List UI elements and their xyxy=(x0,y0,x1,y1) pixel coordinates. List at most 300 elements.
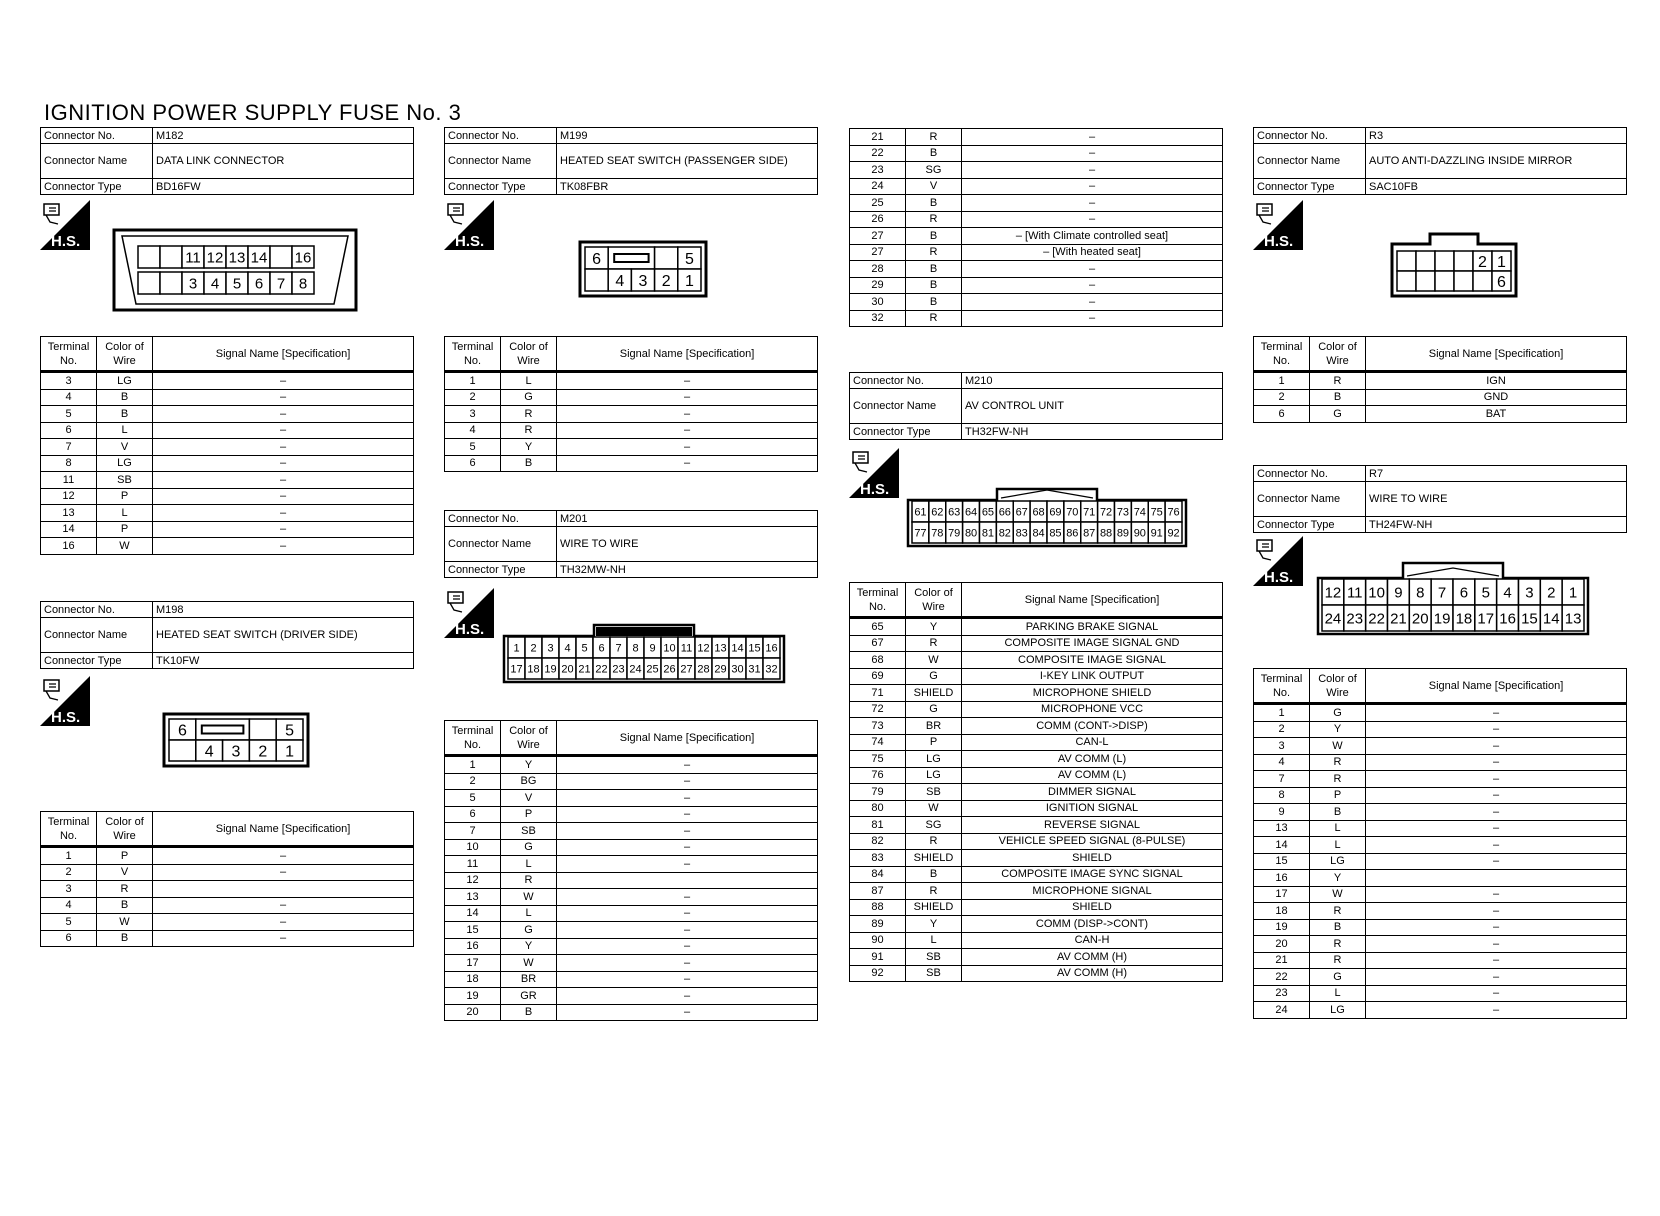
signal-name-header-text: Signal Name [Specification] xyxy=(619,347,755,360)
connector-name-label xyxy=(445,527,557,562)
terminal-no-cell xyxy=(445,756,501,774)
terminal-no-cell-text: 16 xyxy=(1275,871,1288,884)
signal-name-cell xyxy=(962,294,1223,311)
pin-label: 13 xyxy=(1564,610,1582,628)
table-row xyxy=(850,261,1223,278)
terminal-no-cell xyxy=(1254,1002,1310,1019)
terminal-no-header-text: Terminal No. xyxy=(451,724,494,751)
signal-name-cell-text: – xyxy=(683,407,691,420)
terminal-no-header xyxy=(1254,669,1310,704)
signal-name-cell-text: AV COMM (H) xyxy=(1056,967,1128,980)
wire-color-cell xyxy=(97,455,153,472)
signal-name-cell-text: MICROPHONE SHIELD xyxy=(1032,686,1152,699)
wire-color-cell-text: B xyxy=(120,932,129,945)
terminal-no-cell-text: 25 xyxy=(871,196,884,209)
connector-name-value-text: WIRE TO WIRE xyxy=(1369,493,1448,505)
signal-name-cell xyxy=(962,701,1223,718)
terminal-no-cell-text: 4 xyxy=(65,899,72,912)
table-row xyxy=(850,162,1223,179)
pin-label: 84 xyxy=(1032,527,1045,540)
terminal-no-cell xyxy=(445,1004,501,1021)
terminal-signal-table xyxy=(1253,336,1627,423)
signal-name-cell-text: – xyxy=(279,523,287,536)
pin-label: 6 xyxy=(598,642,605,655)
terminal-no-cell-text: 18 xyxy=(1275,904,1288,917)
wire-color-cell-text: Y xyxy=(929,620,938,633)
connector-name-value-text: AUTO ANTI-DAZZLING INSIDE MIRROR xyxy=(1369,155,1573,167)
signal-name-cell xyxy=(557,806,818,823)
terminal-no-cell-text: 80 xyxy=(871,802,884,815)
connector-type-value xyxy=(962,424,1223,440)
connector-type-value xyxy=(153,179,414,195)
signal-name-cell xyxy=(962,228,1223,245)
connector-name-value xyxy=(1366,144,1627,179)
terminal-no-cell xyxy=(41,847,97,865)
pin-label: 27 xyxy=(680,663,693,676)
terminal-no-cell xyxy=(850,668,906,685)
signal-name-cell-text: – xyxy=(279,391,287,404)
wire-color-cell-text: Y xyxy=(524,440,533,453)
svg-text:H.S.: H.S. xyxy=(1264,569,1294,586)
connector-face-diagram xyxy=(906,486,1188,548)
terminal-signal-table xyxy=(849,128,1223,327)
terminal-signal-table xyxy=(444,720,818,1021)
table-row xyxy=(41,439,414,456)
wire-color-cell-text: G xyxy=(524,923,533,936)
terminal-no-cell xyxy=(41,406,97,423)
wire-color-cell-text: B xyxy=(524,1006,533,1019)
connector-face-diagram xyxy=(1316,560,1590,636)
wire-color-cell xyxy=(906,618,962,636)
signal-name-cell-text: – xyxy=(1088,262,1096,275)
wire-color-cell-text: Y xyxy=(929,917,938,930)
pin-label: 68 xyxy=(1032,506,1045,519)
terminal-no-cell-text: 73 xyxy=(871,719,884,732)
table-row xyxy=(1254,853,1627,870)
wire-color-cell xyxy=(1310,771,1366,788)
connector-name-label-text: Connector Name xyxy=(853,400,937,412)
wire-color-cell xyxy=(906,178,962,195)
pin-label: 7 xyxy=(615,642,622,655)
pin-label: 16 xyxy=(1499,610,1516,628)
page-title: IGNITION POWER SUPPLY FUSE No. 3 xyxy=(44,100,462,125)
signal-name-cell xyxy=(962,685,1223,702)
terminal-no-cell-text: 21 xyxy=(871,130,884,143)
terminal-no-cell xyxy=(1254,406,1310,423)
table-row xyxy=(1254,771,1627,788)
signal-name-cell xyxy=(1366,820,1627,837)
wire-color-cell xyxy=(906,965,962,982)
svg-text:H.S.: H.S. xyxy=(455,233,485,250)
wire-color-cell-text: G xyxy=(929,703,938,716)
pin-label: 32 xyxy=(765,663,778,676)
wire-color-cell-text: B xyxy=(1333,391,1342,404)
connector-type-value-text: TH32MW-NH xyxy=(560,563,626,576)
terminal-no-header xyxy=(445,721,501,756)
pin-label: 77 xyxy=(914,527,927,540)
wire-color-cell xyxy=(906,800,962,817)
terminal-no-cell xyxy=(445,406,501,423)
table-row xyxy=(445,971,818,988)
signal-name-cell-text: – xyxy=(279,374,287,387)
signal-name-cell xyxy=(962,850,1223,867)
pin-label: 63 xyxy=(948,506,961,519)
wire-color-cell-text: SHIELD xyxy=(913,851,954,864)
pin-label: 17 xyxy=(1477,610,1495,628)
terminal-no-cell xyxy=(41,505,97,522)
wire-color-cell-text: Y xyxy=(524,940,533,953)
connector-type-label-text: Connector Type xyxy=(44,654,122,667)
wire-color-cell xyxy=(906,195,962,212)
connector-no-value xyxy=(962,373,1223,389)
table-row xyxy=(1254,870,1627,887)
terminal-no-cell xyxy=(850,751,906,768)
terminal-no-cell xyxy=(445,823,501,840)
wire-color-cell xyxy=(501,422,557,439)
pin-label: 89 xyxy=(1116,527,1130,540)
wire-color-cell-text: R xyxy=(929,130,938,143)
pin-label: 64 xyxy=(964,506,978,519)
connector-no-value xyxy=(1366,128,1627,144)
table-row xyxy=(850,932,1223,949)
pin-label: 5 xyxy=(1481,584,1490,602)
pin-label: 26 xyxy=(663,663,676,676)
svg-text:H.S.: H.S. xyxy=(51,233,81,250)
signal-name-cell xyxy=(962,800,1223,817)
wire-color-cell-text: Y xyxy=(1333,871,1342,884)
signal-name-cell xyxy=(962,618,1223,636)
pin-label: 5 xyxy=(232,275,242,293)
pin-label: 8 xyxy=(632,642,639,655)
connector-type-value xyxy=(153,653,414,669)
terminal-no-cell xyxy=(41,930,97,947)
terminal-no-cell-text: 92 xyxy=(871,967,884,980)
table-row xyxy=(41,914,414,931)
signal-name-header xyxy=(962,583,1223,618)
signal-name-cell-text: – xyxy=(1492,789,1500,802)
signal-name-cell-text: – xyxy=(1492,954,1500,967)
signal-name-cell-text: – xyxy=(683,424,691,437)
wire-color-cell-text: SB xyxy=(117,473,132,486)
terminal-no-cell xyxy=(1254,372,1310,390)
wire-color-cell-text: V xyxy=(524,791,533,804)
signal-name-cell-text: – xyxy=(683,808,691,821)
connector-type-label-text: Connector Type xyxy=(1257,518,1335,531)
color-of-wire-header xyxy=(97,812,153,847)
connector-no-label-text: Connector No. xyxy=(448,129,519,142)
terminal-no-cell xyxy=(445,872,501,889)
wire-color-cell xyxy=(97,897,153,914)
signal-name-cell-text: SHIELD xyxy=(1072,851,1112,864)
wire-color-cell xyxy=(97,914,153,931)
connector-type-label-text: Connector Type xyxy=(853,425,931,438)
connector-info-table xyxy=(444,127,818,195)
signal-name-cell xyxy=(962,817,1223,834)
pin-label: 21 xyxy=(578,663,591,676)
terminal-no-header-text: Terminal No. xyxy=(47,815,90,842)
table-row xyxy=(850,685,1223,702)
terminal-no-cell xyxy=(850,261,906,278)
signal-name-cell xyxy=(557,439,818,456)
terminal-no-cell xyxy=(1254,804,1310,821)
signal-name-cell-text: BAT xyxy=(1485,407,1507,420)
connector-name-value-text: DATA LINK CONNECTOR xyxy=(156,155,285,167)
signal-name-cell-text: SHIELD xyxy=(1072,901,1112,914)
signal-name-cell xyxy=(557,773,818,790)
wire-color-cell xyxy=(501,756,557,774)
connector-name-label xyxy=(41,618,153,653)
connector-no-label xyxy=(1254,128,1366,144)
table-row xyxy=(41,847,414,865)
signal-name-cell xyxy=(557,955,818,972)
connector-name-label-text: Connector Name xyxy=(1257,155,1341,167)
terminal-no-cell-text: 22 xyxy=(871,147,884,160)
signal-name-header-text: Signal Name [Specification] xyxy=(1024,593,1160,606)
table-row xyxy=(850,784,1223,801)
signal-name-cell xyxy=(557,889,818,906)
terminal-signal-table xyxy=(40,811,414,947)
wire-color-cell xyxy=(906,883,962,900)
connector-type-label-text: Connector Type xyxy=(448,180,526,193)
terminal-no-cell-text: 12 xyxy=(466,874,479,887)
wire-color-cell-text: B xyxy=(929,279,938,292)
table-row xyxy=(445,988,818,1005)
pin-label: 23 xyxy=(1346,610,1364,628)
harness-side-icon xyxy=(40,200,90,250)
pin-label: 3 xyxy=(188,275,198,293)
table-row xyxy=(41,488,414,505)
pin-label: 21 xyxy=(1390,610,1407,628)
pin-label: 13 xyxy=(228,249,246,267)
wire-color-cell xyxy=(1310,985,1366,1002)
table-row xyxy=(41,930,414,947)
signal-name-cell xyxy=(557,790,818,807)
signal-name-cell-text: – xyxy=(1492,706,1500,719)
table-row xyxy=(850,668,1223,685)
pin-label: 23 xyxy=(612,663,625,676)
signal-name-cell xyxy=(557,389,818,406)
wire-color-cell xyxy=(906,718,962,735)
wire-color-cell xyxy=(1310,870,1366,887)
terminal-no-cell xyxy=(850,866,906,883)
wire-color-cell-text: W xyxy=(119,539,130,552)
table-row xyxy=(445,372,818,390)
terminal-no-cell xyxy=(41,372,97,390)
table-row xyxy=(850,718,1223,735)
wire-color-cell-text: G xyxy=(1333,706,1342,719)
wire-color-cell xyxy=(501,773,557,790)
table-row xyxy=(1254,406,1627,423)
signal-name-cell-text: – xyxy=(683,775,691,788)
terminal-no-cell xyxy=(850,129,906,146)
signal-name-cell-text: – xyxy=(279,849,287,862)
terminal-no-cell xyxy=(850,932,906,949)
wire-color-cell-text: R xyxy=(929,637,938,650)
terminal-no-cell xyxy=(850,784,906,801)
connector-face-diagram xyxy=(162,712,310,768)
terminal-no-cell-text: 27 xyxy=(871,246,884,259)
pin-label: 29 xyxy=(714,663,727,676)
terminal-no-cell-text: 23 xyxy=(871,163,884,176)
pin-label: 2 xyxy=(1478,253,1487,271)
connector-no-value xyxy=(1366,466,1627,482)
signal-name-cell-text: – xyxy=(683,391,691,404)
wire-color-cell-text: R xyxy=(1333,937,1342,950)
pin-label: 90 xyxy=(1133,527,1146,540)
wire-color-cell-text: G xyxy=(1333,970,1342,983)
connector-name-label xyxy=(41,144,153,179)
connector-name-value xyxy=(962,389,1223,424)
terminal-no-cell-text: 32 xyxy=(871,312,884,325)
wire-color-cell-text: R xyxy=(120,882,129,895)
connector-name-label-text: Connector Name xyxy=(44,629,128,641)
pin-label: 15 xyxy=(748,642,761,655)
table-row xyxy=(850,899,1223,916)
wire-color-cell xyxy=(97,439,153,456)
wire-color-cell xyxy=(1310,886,1366,903)
wire-color-cell-text: L xyxy=(121,424,128,437)
terminal-no-cell xyxy=(850,635,906,652)
signal-name-cell-text: – xyxy=(683,890,691,903)
signal-name-cell xyxy=(962,211,1223,228)
terminal-no-cell xyxy=(1254,969,1310,986)
wire-color-cell-text: SB xyxy=(926,967,941,980)
signal-name-cell-text: CAN-H xyxy=(1074,934,1110,947)
wire-color-cell xyxy=(906,129,962,146)
wire-color-cell xyxy=(501,839,557,856)
wire-color-cell xyxy=(501,938,557,955)
signal-name-cell-text: – xyxy=(279,866,287,879)
pin-label: 66 xyxy=(998,506,1011,519)
signal-name-cell xyxy=(1366,985,1627,1002)
signal-name-cell-text: – xyxy=(1492,904,1500,917)
pin-label: 14 xyxy=(731,642,744,655)
signal-name-cell xyxy=(962,244,1223,261)
terminal-no-cell-text: 2 xyxy=(1278,391,1285,404)
signal-name-cell xyxy=(962,129,1223,146)
signal-name-cell-text: CAN-L xyxy=(1075,736,1109,749)
table-row xyxy=(41,422,414,439)
terminal-no-cell-text: 6 xyxy=(65,932,72,945)
wire-color-cell xyxy=(501,406,557,423)
table-row xyxy=(850,618,1223,636)
signal-name-cell-text: – xyxy=(683,956,691,969)
wire-color-cell xyxy=(97,538,153,555)
wire-color-cell xyxy=(906,899,962,916)
wire-color-cell xyxy=(906,817,962,834)
signal-name-cell xyxy=(153,930,414,947)
connector-no-value xyxy=(557,511,818,527)
connector-info-table xyxy=(40,127,414,195)
terminal-no-cell xyxy=(41,488,97,505)
terminal-no-cell xyxy=(41,864,97,881)
terminal-no-cell xyxy=(1254,853,1310,870)
terminal-no-cell-text: 7 xyxy=(469,824,476,837)
harness-side-icon xyxy=(444,588,494,638)
signal-name-cell xyxy=(153,521,414,538)
connector-type-value-text: TK10FW xyxy=(156,654,200,667)
connector-no-value-text: M210 xyxy=(965,374,993,387)
wire-color-cell xyxy=(501,988,557,1005)
wire-color-cell-text: B xyxy=(929,295,938,308)
signal-name-cell-text: – xyxy=(1088,279,1096,292)
terminal-no-cell-text: 5 xyxy=(469,791,476,804)
wire-color-cell-text: B xyxy=(1333,805,1342,818)
pin-label: 76 xyxy=(1167,506,1180,519)
wire-color-cell xyxy=(97,864,153,881)
connector-no-label-text: Connector No. xyxy=(448,512,519,525)
terminal-no-header-text: Terminal No. xyxy=(1260,340,1303,367)
wire-color-cell xyxy=(1310,721,1366,738)
signal-name-cell-text: – xyxy=(1088,163,1096,176)
wire-color-cell-text: L xyxy=(1334,822,1341,835)
wire-color-cell-text: W xyxy=(928,653,939,666)
wire-color-cell-text: B xyxy=(929,229,938,242)
signal-name-cell-text: I-KEY LINK OUTPUT xyxy=(1039,670,1145,683)
terminal-no-cell xyxy=(445,971,501,988)
pin-label: 11 xyxy=(185,249,201,267)
terminal-no-cell-text: 1 xyxy=(469,374,476,387)
pin-label: 7 xyxy=(1437,584,1447,602)
signal-name-cell xyxy=(557,422,818,439)
signal-name-cell-text: – xyxy=(1492,987,1500,1000)
signal-name-cell xyxy=(153,488,414,505)
pin-label: 18 xyxy=(1455,610,1473,628)
pin-label: 30 xyxy=(731,663,744,676)
wire-color-cell xyxy=(906,833,962,850)
color-of-wire-header-text: Color of Wire xyxy=(105,340,144,367)
signal-name-cell xyxy=(962,949,1223,966)
terminal-no-cell-text: 3 xyxy=(1278,739,1285,752)
signal-name-cell xyxy=(1366,754,1627,771)
wire-color-cell-text: G xyxy=(929,670,938,683)
signal-name-header-text: Signal Name [Specification] xyxy=(215,347,351,360)
wire-color-cell xyxy=(1310,919,1366,936)
connector-type-value xyxy=(1366,179,1627,195)
terminal-no-cell xyxy=(1254,389,1310,406)
signal-name-cell-text: – xyxy=(1492,822,1500,835)
terminal-no-cell-text: 13 xyxy=(466,890,479,903)
terminal-no-cell-text: 82 xyxy=(871,835,884,848)
connector-info-table xyxy=(1253,127,1627,195)
wire-color-cell-text: L xyxy=(1334,987,1341,1000)
signal-name-cell-text: COMPOSITE IMAGE SYNC SIGNAL xyxy=(1001,868,1183,881)
color-of-wire-header-text: Color of Wire xyxy=(1318,672,1357,699)
wire-color-cell-text: P xyxy=(120,490,129,503)
signal-name-cell xyxy=(962,916,1223,933)
terminal-no-cell-text: 79 xyxy=(871,785,884,798)
signal-name-cell-text: – xyxy=(1088,130,1096,143)
connector-name-value-text: HEATED SEAT SWITCH (PASSENGER SIDE) xyxy=(560,155,788,167)
pin-label: 75 xyxy=(1150,506,1163,519)
pin-label: 81 xyxy=(981,527,995,540)
terminal-no-cell xyxy=(41,914,97,931)
wire-color-cell-text: B xyxy=(929,196,938,209)
wire-color-cell-text: R xyxy=(524,874,533,887)
signal-name-cell-text: – xyxy=(1492,772,1500,785)
signal-name-cell-text: – xyxy=(1492,855,1500,868)
pin-label: 1 xyxy=(1497,253,1506,271)
signal-name-cell xyxy=(557,372,818,390)
terminal-no-cell xyxy=(850,195,906,212)
pin-label: 9 xyxy=(649,642,656,655)
connector-type-label xyxy=(41,179,153,195)
table-row xyxy=(1254,721,1627,738)
wire-color-cell xyxy=(97,372,153,390)
signal-name-cell-text: COMM (DISP->CONT) xyxy=(1035,917,1149,930)
signal-name-cell xyxy=(153,505,414,522)
signal-name-cell xyxy=(153,847,414,865)
